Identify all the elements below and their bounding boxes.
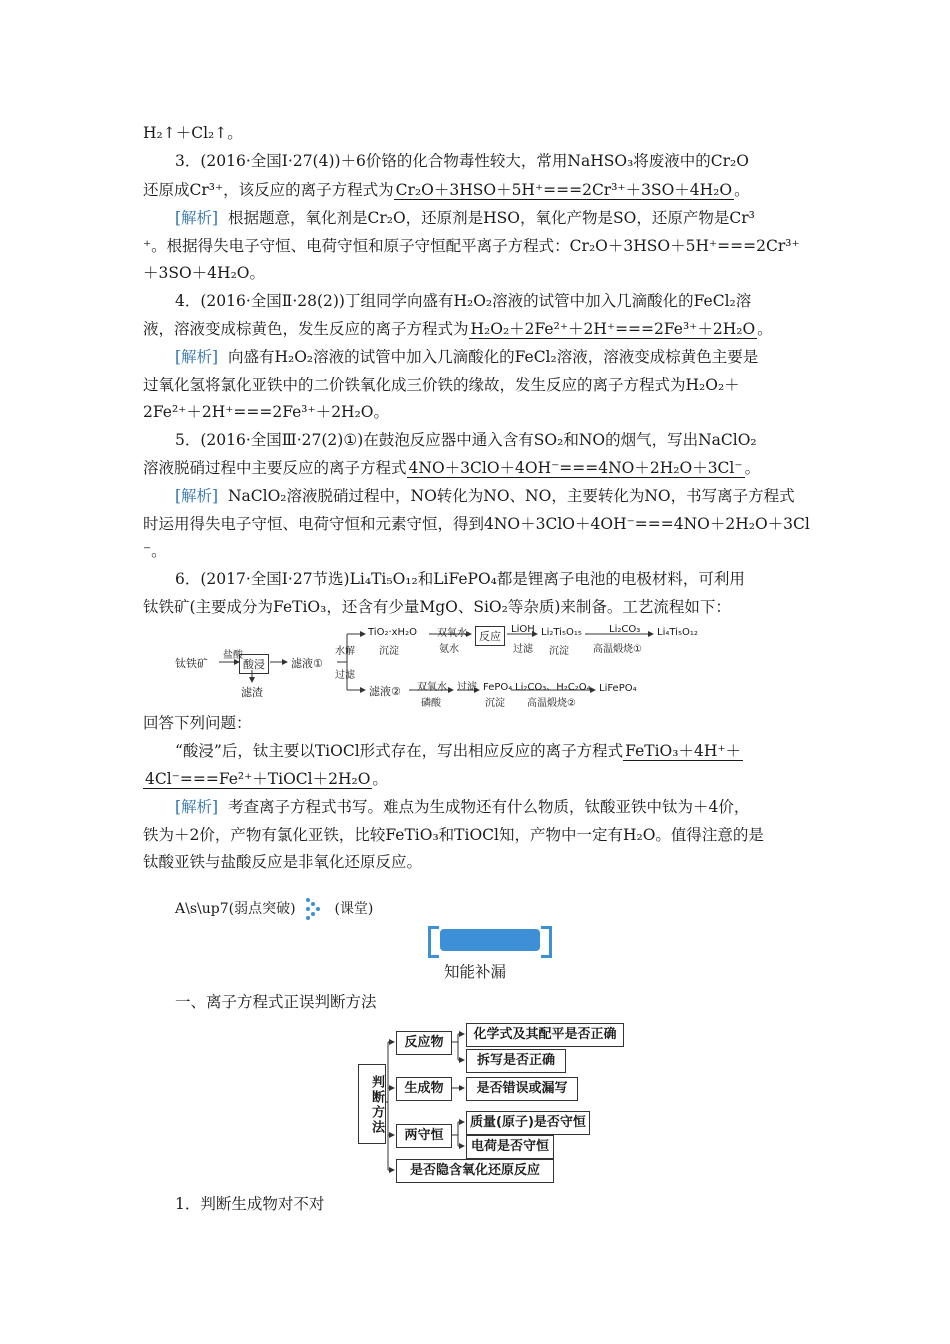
q3-end: 。 [734, 181, 750, 199]
q4-end: 。 [757, 320, 773, 338]
tree-node-reactants: 反应物 [396, 1031, 452, 1055]
flow-residue: 滤渣 [241, 686, 263, 699]
q3-line2 [143, 180, 750, 200]
a4-text1: 向盛有H₂O₂溶液的试管中加入几滴酸化的FeCl₂溶液，溶液变成棕黄色主要是 [227, 348, 759, 366]
answer-prompt: 回答下列问题： [143, 714, 252, 732]
q6-line3 [175, 741, 743, 761]
q6-line4 [143, 769, 388, 789]
flow-lto: Li₄Ti₅O₁₂ [657, 627, 698, 638]
flow-tio2: TiO₂·xH₂O [368, 627, 417, 638]
flow-filtrate2: 滤液② [369, 685, 401, 698]
a6-line1 [175, 797, 749, 817]
flow-precip-b: 沉淀 [549, 646, 569, 657]
q6-prompt: “酸浸”后，钛主要以TiOCl形式存在，写出相应反应的离子方程式 [175, 742, 624, 760]
analysis-tag: [解析] [175, 487, 219, 505]
flow-hcl: 盐酸 [223, 650, 243, 661]
tree-leaf-charge: 电荷是否守恒 [466, 1135, 554, 1159]
flow-fepo4: FePO₄ [483, 682, 513, 693]
a3-line2: ⁺。根据得失电子守恒、电荷守恒和原子守恒配平离子方程式：Cr₂O＋3HSO＋5H⁺===2Cr³⁺ [143, 237, 800, 255]
flow-calcine2: 高温煅烧② [527, 698, 576, 709]
a6-line3: 钛酸亚铁与盐酸反应是非氧化还原反应。 [143, 853, 423, 871]
q6-end: 。 [372, 770, 388, 788]
heading-2: 1．判断生成物对不对 [175, 1195, 325, 1213]
a4-line2: 过氧化氢将氯化亚铁中的二价铁氧化成三价铁的缘故，发生反应的离子方程式为H₂O₂＋ [143, 376, 740, 394]
flow-filter2: 过滤 [513, 644, 533, 655]
judgment-tree [358, 1022, 628, 1188]
analysis-tag: [解析] [175, 798, 219, 816]
flow-h2o2b: 双氧水 [417, 682, 447, 693]
flow-lioh: LiOH [511, 624, 535, 635]
a3-text1: 根据题意，氧化剂是Cr₂O，还原剂是HSO，氧化产物是SO，还原产物是Cr³ [227, 209, 755, 227]
q4-answer: H₂O₂＋2Fe²⁺＋2H⁺===2Fe³⁺＋2H₂O [470, 320, 756, 338]
q5-line1: 5．(2016·全国Ⅲ·27(2)①)在鼓泡反应器中通入含有SO₂和NO的烟气，写出NaClO₂ [175, 431, 757, 449]
section-header [175, 896, 373, 922]
a5-line3: ⁻。 [143, 542, 167, 560]
q5-line2 [143, 458, 760, 478]
analysis-tag: [解析] [175, 209, 219, 227]
banner [428, 926, 552, 954]
q3-line1: 3．(2016·全国Ⅰ·27(4))＋6价铬的化合物毒性较大，常用NaHSO₃将废液中的Cr₂O [175, 152, 749, 170]
q4-prompt: 液，溶液变成棕黄色，发生反应的离子方程式为 [143, 320, 469, 338]
section-class: (课堂) [334, 901, 374, 917]
tree-leaf-missing: 是否错误或漏写 [466, 1077, 578, 1101]
flow-calcine1: 高温煅烧① [593, 644, 642, 655]
section-code: A\s\up7(弱点突破) [175, 901, 296, 917]
flow-li2ti5o15: Li₂Ti₅O₁₅ [541, 627, 582, 638]
q4-line2 [143, 319, 773, 339]
a4-line1 [175, 347, 758, 367]
banner-title: 知能补漏 [443, 963, 506, 981]
q3-answer: Cr₂O＋3HSO＋5H⁺===2Cr³⁺＋3SO＋4H₂O [395, 181, 733, 199]
q6-answer1: FeTiO₃＋4H⁺＋ [625, 742, 742, 760]
heading-1: 一、离子方程式正误判断方法 [175, 993, 377, 1011]
flow-filter: 过滤 [335, 670, 355, 681]
flow-li2co3b: Li₂CO₃、H₂C₂O₄ [515, 682, 591, 693]
a5-line1 [175, 486, 795, 506]
banner-bar [440, 929, 540, 951]
bracket-right-icon [541, 926, 552, 958]
tree-node-products: 生成物 [396, 1077, 452, 1101]
analysis-tag: [解析] [175, 348, 219, 366]
flow-li2co3: Li₂CO₃ [609, 624, 641, 635]
a3-line3: ＋3SO＋4H₂O。 [143, 264, 265, 282]
tree-node-conservation: 两守恒 [396, 1124, 452, 1148]
q5-end: 。 [744, 459, 761, 477]
q5-answer: 4NO＋3ClO＋4OH⁻===4NO＋2H₂O＋3Cl⁻ [408, 459, 743, 477]
flow-filter3: 过滤 [457, 682, 477, 693]
a3-line1 [175, 208, 755, 228]
tree-leaf-formula: 化学式及其配平是否正确 [466, 1023, 624, 1047]
tree-root: 判断方法 [358, 1064, 386, 1144]
a6-line2: 铁为＋2价，产物有氯化亚铁，比较FeTiO₃和TiOCl知，产物中一定有H₂O。值得注意的是 [143, 826, 764, 844]
tree-leaf-mass: 质量(原子)是否守恒 [466, 1111, 590, 1135]
triangle-arrow-icon [304, 896, 326, 922]
tree-leaf-split: 拆写是否正确 [466, 1049, 566, 1073]
q6-answer2: 4Cl⁻===Fe²⁺＋TiOCl＋2H₂O [145, 770, 371, 788]
a5-text1: NaClO₂溶液脱硝过程中，NO转化为NO、NO，主要转化为NO，书写离子方程式 [227, 487, 795, 505]
q6-line2: 钛铁矿(主要成分为FeTiO₃，还含有少量MgO、SiO₂等杂质)来制备。工艺流程如下： [143, 598, 731, 616]
flow-hydrolysis: 水解 [335, 646, 355, 657]
q5-prompt: 溶液脱硝过程中主要反应的离子方程式 [143, 459, 407, 477]
flow-h2o2: 双氧水 [437, 628, 467, 639]
process-flow-diagram [175, 620, 715, 709]
line-p0: H₂↑＋Cl₂↑。 [143, 124, 243, 142]
q6-line1: 6．(2017·全国Ⅰ·27节选)Li₄Ti₅O₁₂和LiFePO₄都是锂离子电池的电极材料，可利用 [175, 570, 745, 588]
flow-h3po4: 磷酸 [421, 698, 441, 709]
a4-line3: 2Fe²⁺＋2H⁺===2Fe³⁺＋2H₂O。 [143, 403, 389, 421]
flow-ammonia: 氨水 [439, 644, 459, 655]
q3-prompt: 还原成Cr³⁺，该反应的离子方程式为 [143, 181, 394, 199]
flow-ore: 钛铁矿 [175, 657, 208, 670]
flow-precip: 沉淀 [379, 646, 399, 657]
a6-text1: 考查离子方程式书写。难点为生成物还有什么物质，钛酸亚铁中钛为＋4价， [227, 798, 750, 816]
tree-node-redox: 是否隐含氧化还原反应 [396, 1159, 554, 1183]
flow-filtrate1: 滤液① [291, 657, 323, 670]
flow-react-box: 反应 [475, 626, 505, 646]
q4-line1: 4．(2016·全国Ⅱ·28(2))丁组同学向盛有H₂O₂溶液的试管中加入几滴酸化的FeCl₂溶 [175, 292, 752, 310]
bracket-left-icon [428, 926, 439, 958]
flow-precip2: 沉淀 [485, 698, 505, 709]
flow-leach-box: 酸浸 [239, 654, 269, 674]
a5-line2: 时运用得失电子守恒、电荷守恒和元素守恒，得到4NO＋3ClO＋4OH⁻===4NO＋2H₂O＋3Cl [143, 515, 810, 533]
flow-lfp: LiFePO₄ [599, 683, 637, 694]
